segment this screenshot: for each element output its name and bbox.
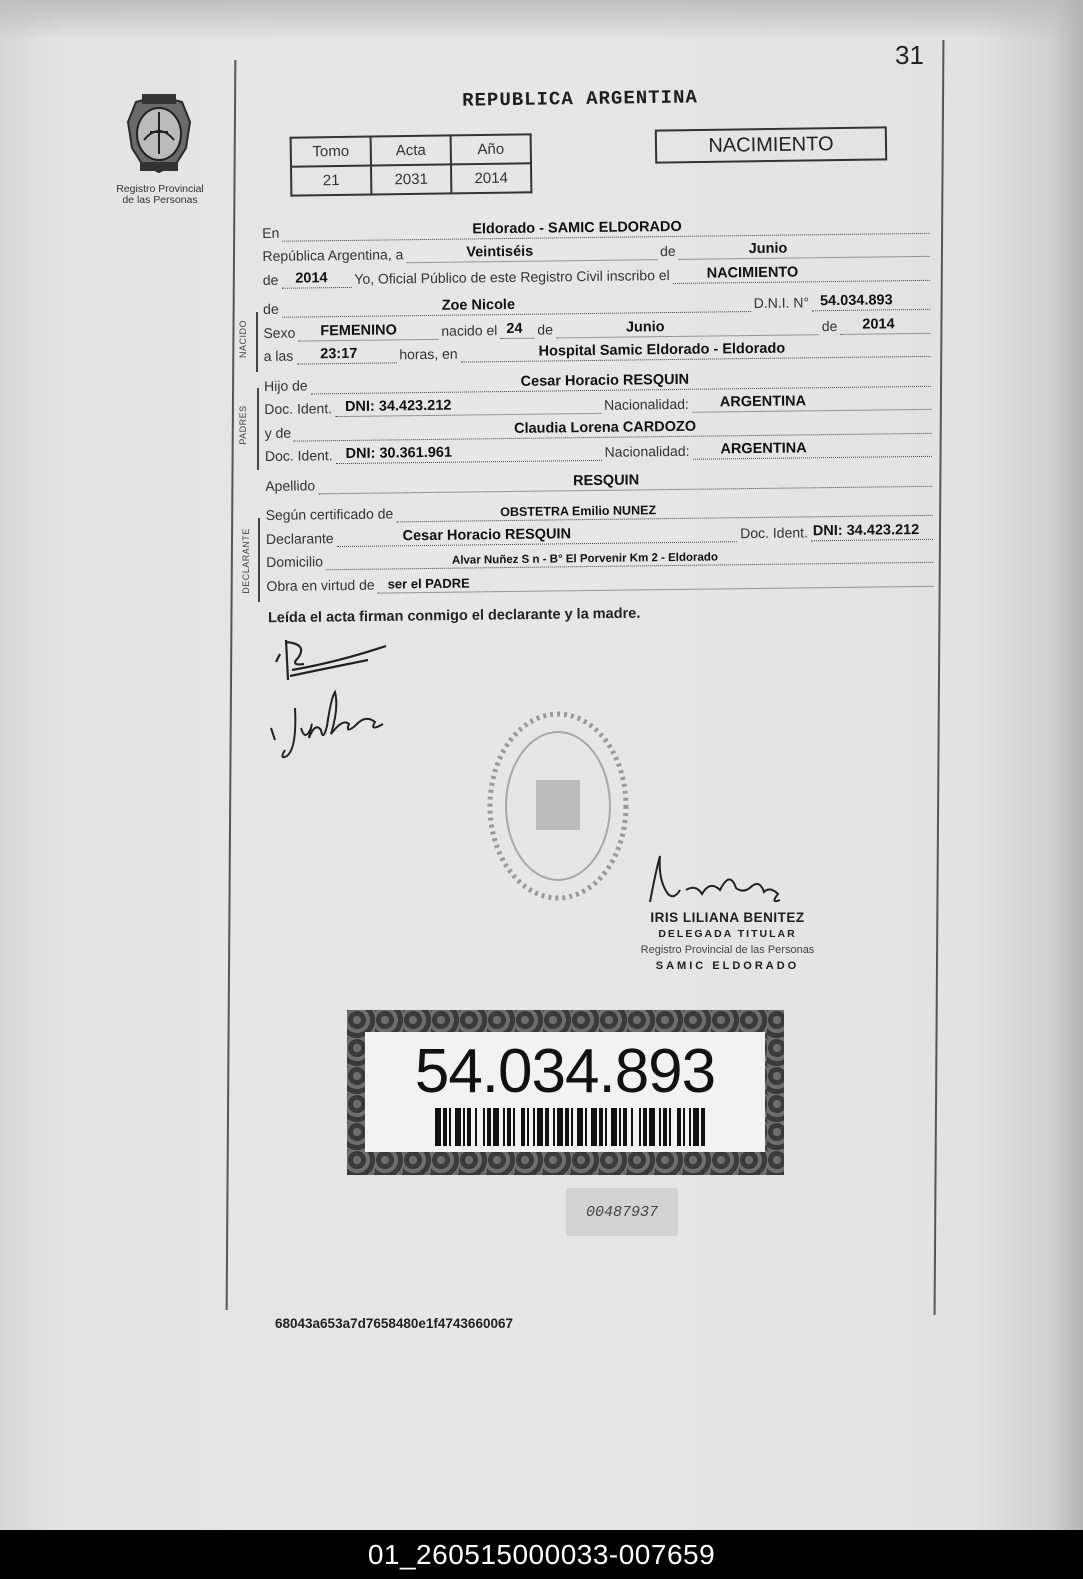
- barcode-bar: [533, 1108, 535, 1146]
- value-dni: 54.034.893: [819, 292, 893, 310]
- official-signature: [640, 850, 790, 910]
- value-padre-doc: DNI: 34.423.212: [344, 397, 452, 415]
- value-tomo: 21: [291, 166, 371, 196]
- official-office: Registro Provincial de las Personas: [640, 944, 815, 956]
- value-apellido: RESQUIN: [572, 471, 640, 489]
- label-domicilio: Domicilio: [266, 553, 324, 570]
- value-madre-nac: ARGENTINA: [720, 440, 807, 458]
- label-declarante: Declarante: [265, 529, 334, 547]
- label-obra: Obra en virtud de: [266, 576, 375, 594]
- barcode-bar: [701, 1108, 705, 1146]
- barcode-bar: [643, 1108, 647, 1146]
- barcode-bar: [553, 1108, 555, 1146]
- barcode-bar: [475, 1108, 477, 1146]
- barcode-bar: [565, 1108, 569, 1146]
- registry-table: [290, 133, 533, 196]
- barcode-bar: [577, 1108, 583, 1146]
- label-a-las: a las: [263, 347, 294, 364]
- label-dni: D.N.I. N°: [753, 294, 810, 311]
- value-hora: 23:17: [320, 345, 358, 363]
- registry-value-row: [291, 163, 531, 195]
- barcode-bar: [449, 1108, 451, 1146]
- barcode-bar: [611, 1108, 617, 1146]
- barcode-bar: [557, 1108, 563, 1146]
- barcode-bar: [467, 1108, 471, 1146]
- barcode-bar: [443, 1108, 447, 1146]
- barcode-bar: [585, 1108, 587, 1146]
- value-year: 2014: [295, 269, 328, 287]
- mother-signature: [265, 678, 395, 768]
- hash-code: 68043a653a7d7658480e1f4743660067: [275, 1316, 513, 1331]
- label-apellido: Apellido: [265, 476, 316, 494]
- barcode-bar: [487, 1108, 491, 1146]
- official-role: DELEGADA TITULAR: [658, 928, 797, 940]
- label-hijo-de: Hijo de: [263, 376, 308, 394]
- label-y-de: y de: [264, 424, 292, 441]
- value-madre: Claudia Lorena CARDOZO: [513, 418, 697, 437]
- header-acta: Acta: [371, 135, 451, 165]
- barcode-bar: [669, 1108, 671, 1146]
- value-birth-year: 2014: [862, 315, 895, 333]
- barcode-bar: [537, 1108, 543, 1146]
- label-horas-en: horas, en: [399, 345, 458, 363]
- label-de-2: de: [537, 320, 554, 338]
- page-number: 31: [895, 40, 924, 70]
- label-republica: República Argentina, a: [262, 246, 404, 264]
- official-name: IRIS LILIANA BENITEZ: [650, 910, 805, 925]
- security-label: [347, 1010, 784, 1175]
- barcode-bar: [677, 1108, 681, 1146]
- label-sexo: Sexo: [263, 324, 296, 341]
- nacido-section-bar: [256, 312, 258, 372]
- barcode-bar: [689, 1108, 691, 1146]
- barcode-bar: [639, 1108, 641, 1146]
- barcode-bar: [521, 1108, 525, 1146]
- label-nac-padre: Nacionalidad:: [603, 395, 689, 413]
- barcode-bar: [513, 1108, 515, 1146]
- label-en: En: [262, 224, 280, 241]
- padres-section-bar: [257, 388, 259, 470]
- label-year-prefix: de: [262, 271, 279, 288]
- declarante-section-label: DECLARANTE: [241, 528, 251, 594]
- official-place: SAMIC ELDORADO: [655, 960, 800, 972]
- label-nacido-de: de: [263, 300, 279, 317]
- left-border-line: [226, 60, 237, 1310]
- barcode-bar: [693, 1108, 699, 1146]
- barcode-bar: [493, 1108, 499, 1146]
- label-doc-madre: Doc. Ident.: [264, 447, 333, 464]
- barcode-bar: [659, 1108, 661, 1146]
- label-certificado: Según certificado de: [265, 505, 394, 523]
- barcode-bar: [503, 1108, 505, 1146]
- barcode-bar: [483, 1108, 485, 1146]
- barcode-bar: [619, 1108, 621, 1146]
- barcode-bar: [527, 1108, 529, 1146]
- value-certificado: OBSTETRA Emilio NUNEZ: [500, 503, 657, 520]
- header-anio: Año: [451, 134, 531, 164]
- barcode-bar: [571, 1108, 573, 1146]
- closing-statement: Leída el acta firman conmigo el declarante y la madre.: [267, 605, 641, 627]
- official-stamp: [484, 708, 632, 904]
- barcode-bar: [463, 1108, 465, 1146]
- footer-id: 01_260515000033-007659: [367, 1538, 716, 1570]
- barcode-bar: [435, 1108, 441, 1146]
- value-madre-doc: DNI: 30.361.961: [345, 444, 453, 462]
- right-border-line: [934, 40, 945, 1315]
- document-title: REPUBLICA ARGENTINA: [462, 86, 698, 112]
- value-domicilio: Alvar Nuñez S n - B° El Porvenir Km 2 - Eldorado: [451, 551, 719, 567]
- value-obra: ser el PADRE: [387, 574, 470, 591]
- value-anio: 2014: [451, 163, 531, 193]
- barcode-bar: [507, 1108, 511, 1146]
- padres-section-label: PADRES: [238, 405, 248, 445]
- barcode-bar: [591, 1108, 597, 1146]
- seal-caption: Registro Provincial de las Personas: [116, 183, 204, 206]
- value-lugar: Hospital Samic Eldorado - Eldorado: [538, 340, 786, 360]
- registry-seal: [110, 92, 210, 206]
- value-inscribo: NACIMIENTO: [706, 263, 799, 282]
- security-label-number: 54.034.893: [414, 1037, 716, 1106]
- barcode: [435, 1108, 705, 1146]
- control-number: 00487937: [585, 1203, 658, 1221]
- barcode-bar: [631, 1108, 633, 1146]
- value-padre-nac: ARGENTINA: [719, 393, 807, 411]
- label-nac-madre: Nacionalidad:: [604, 442, 690, 460]
- value-birth-month: Junio: [625, 318, 665, 336]
- registry-header-row: [291, 134, 531, 166]
- label-de: de: [659, 242, 676, 260]
- official-block: [620, 910, 835, 974]
- value-month: Junio: [748, 240, 788, 258]
- barcode-bar: [649, 1108, 655, 1146]
- label-doc-padre: Doc. Ident.: [264, 400, 333, 417]
- footer-bar: [0, 1530, 1083, 1579]
- label-doc-declarante: Doc. Ident.: [740, 523, 808, 541]
- value-acta: 2031: [371, 164, 451, 194]
- value-nombre: Zoe Nicole: [441, 296, 516, 314]
- header-tomo: Tomo: [291, 137, 371, 167]
- value-padre: Cesar Horacio RESQUIN: [520, 371, 690, 390]
- value-declarante-doc: DNI: 34.423.212: [812, 521, 920, 539]
- barcode-bar: [623, 1108, 627, 1146]
- control-number-sticker: [566, 1188, 678, 1236]
- provincial-seal-icon: [120, 92, 198, 180]
- birth-record-form: [262, 210, 937, 595]
- document-type-box: NACIMIENTO: [655, 126, 887, 163]
- nacido-section-label: NACIDO: [238, 320, 248, 359]
- barcode-bar: [599, 1108, 603, 1146]
- value-en: Eldorado - SAMIC ELDORADO: [472, 218, 682, 237]
- security-label-inner: [365, 1032, 765, 1152]
- declarante-section-bar: [258, 518, 260, 602]
- label-de-3: de: [821, 317, 838, 334]
- barcode-bar: [605, 1108, 607, 1146]
- value-birth-day: 24: [506, 320, 523, 337]
- value-sexo: FEMENINO: [320, 321, 397, 339]
- barcode-bar: [545, 1108, 549, 1146]
- barcode-bar: [663, 1108, 667, 1146]
- barcode-bar: [455, 1108, 461, 1146]
- barcode-bar: [683, 1108, 685, 1146]
- value-day: Veintiséis: [466, 243, 534, 261]
- label-nacido-el: nacido el: [441, 321, 498, 339]
- label-inscribo: Yo, Oficial Público de este Registro Civil inscribo el: [354, 266, 670, 287]
- value-declarante: Cesar Horacio RESQUIN: [402, 525, 572, 544]
